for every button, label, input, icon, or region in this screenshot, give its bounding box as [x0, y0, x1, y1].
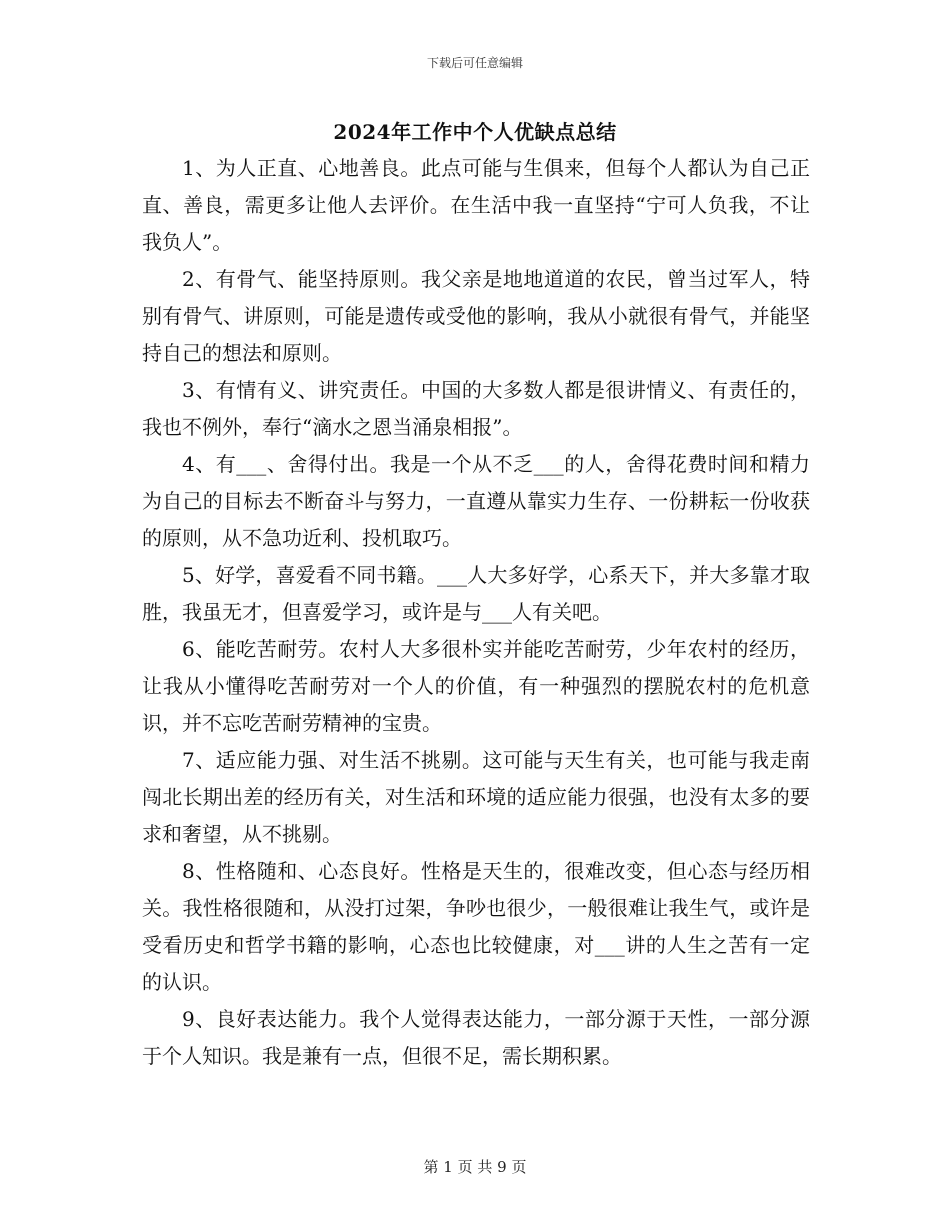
paragraph-6: 6、能吃苦耐劳。农村人大多很朴实并能吃苦耐劳，少年农村的经历，让我从小懂得吃苦耐劳对一个人的价值，有一种强烈的摆脱农村的危机意识，并不忘吃苦耐劳精神的宝贵。 [142, 637, 810, 735]
paragraph-3: 3、有情有义、讲究责任。中国的大多数人都是很讲情义、有责任的，我也不例外，奉行“滴水之恩当涌泉相报”。 [142, 378, 810, 439]
header-note: 下载后可任意编辑 [426, 56, 523, 70]
paragraph-1: 1、为人正直、心地善良。此点可能与生俱来，但每个人都认为自己正直、善良，需更多让他人去评价。在生活中我一直坚持“宁可人负我，不让我负人”。 [142, 156, 810, 254]
paragraph-4: 4、有___、舍得付出。我是一个从不乏___的人，舍得花费时间和精力为自己的目标去不断奋斗与努力，一直遵从靠实力生存、一份耕耘一份收获的原则，从不急功近利、投机取巧。 [142, 452, 810, 550]
paragraph-9: 9、良好表达能力。我个人觉得表达能力，一部分源于天性，一部分源于个人知识。我是兼有一点，但很不足，需长期积累。 [142, 1007, 810, 1068]
paragraph-5: 5、好学，喜爱看不同书籍。___人大多好学，心系天下，并大多靠才取胜，我虽无才，但喜爱学习，或许是与___人有关吧。 [142, 563, 810, 624]
paragraph-7: 7、适应能力强、对生活不挑剔。这可能与天生有关，也可能与我走南闯北长期出差的经历有关，对生活和环境的适应能力很强，也没有太多的要求和奢望，从不挑剔。 [142, 748, 810, 846]
document-title: 2024年工作中个人优缺点总结 [333, 120, 617, 144]
paragraph-8: 8、性格随和、心态良好。性格是天生的，很难改变，但心态与经历相关。我性格很随和，从没打过架，争吵也很少，一般很难让我生气，或许是受看历史和哲学书籍的影响，心态也比较健康，对___讲的人生之苦有一定的认识。 [142, 859, 810, 994]
page-number: 第 1 页 共 9 页 [423, 1158, 527, 1176]
document-body [142, 150, 810, 1075]
paragraph-2: 2、有骨气、能坚持原则。我父亲是地地道道的农民，曾当过军人，特别有骨气、讲原则，可能是遗传或受他的影响，我从小就很有骨气，并能坚持自己的想法和原则。 [142, 267, 810, 365]
